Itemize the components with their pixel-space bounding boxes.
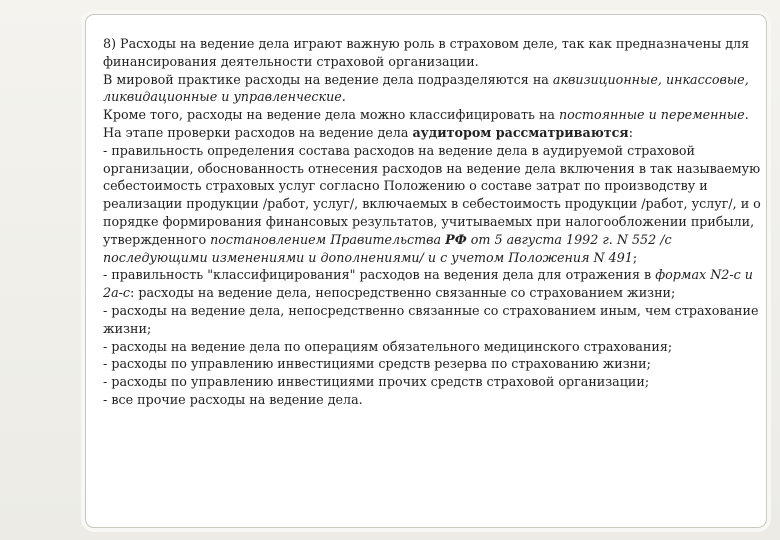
bold-italic-rf: РФ [445,231,467,247]
text-segment: В мировой практике расходы на ведение дела подразделяются на [103,71,553,87]
italic-reference: от 5 августа 1992 г. N 552 /с последующими изменениями и дополнениями/ и с учетом Положения N 491 [103,231,672,265]
text-segment: На этапе проверки расходов на ведение дела [103,124,413,140]
list-item: - расходы по управлению инвестициями прочих средств страховой организации; [103,374,650,390]
paragraph-fixed-variable [103,106,763,124]
italic-reference: постановлением Правительства [210,231,446,247]
list-item: - все прочие расходы на ведение дела. [103,391,363,407]
text-segment: - правильность "классифицирования" расходов на ведения дела для отражения в [103,267,656,283]
list-item: - расходы на ведение дела, непосредственно связанные со страхованием иным, чем страхование жизни; [103,302,759,336]
paragraph-audit-intro [103,124,763,142]
bold-phrase: аудитором рассматриваются [412,124,629,140]
text-segment: . [744,107,749,123]
list-item: - расходы по управлению инвестициями средств резерва по страхованию жизни; [103,356,651,372]
italic-forms: формах N2-с и 2а-с [103,267,753,301]
text-segment: Кроме того, расходы на ведение дела можно классифицировать на [103,107,559,123]
list-item-composition [103,142,763,267]
list-item: - расходы на ведение дела по операциям обязательного медицинского страхования; [103,338,673,354]
document-body [103,35,763,409]
paragraph-classification [103,71,763,107]
text-segment: - правильность определения состава расходов на ведение дела в аудируемой страховой организации, обоснованность отнесения расходов на ведение дела включения в так называемую себестоимость страховых услуг согласно Положению о составе затрат по производству и реализации продукции /работ, услуг/, включаемых в себестоимость продукции /работ, услуг/, и о порядке формирования финансовых результатов, учитываемых при налогообложении прибыли, утвержденного [103,142,761,247]
text-segment: : [628,124,633,140]
text-segment: ; [632,249,638,265]
text-card [85,14,767,528]
italic-terms: постоянные и переменные [559,107,745,123]
italic-terms: аквизиционные, инкассовые, ликвидационные и управленческие. [103,71,749,105]
list-item-classifying [103,266,763,302]
text-segment: : расходы на ведение дела, непосредственно связанные со страхованием жизни; [130,285,676,301]
paragraph-intro: 8) Расходы на ведение дела играют важную роль в страховом деле, так как предназначены для финансирования деятельности страховой организации. [103,36,750,69]
